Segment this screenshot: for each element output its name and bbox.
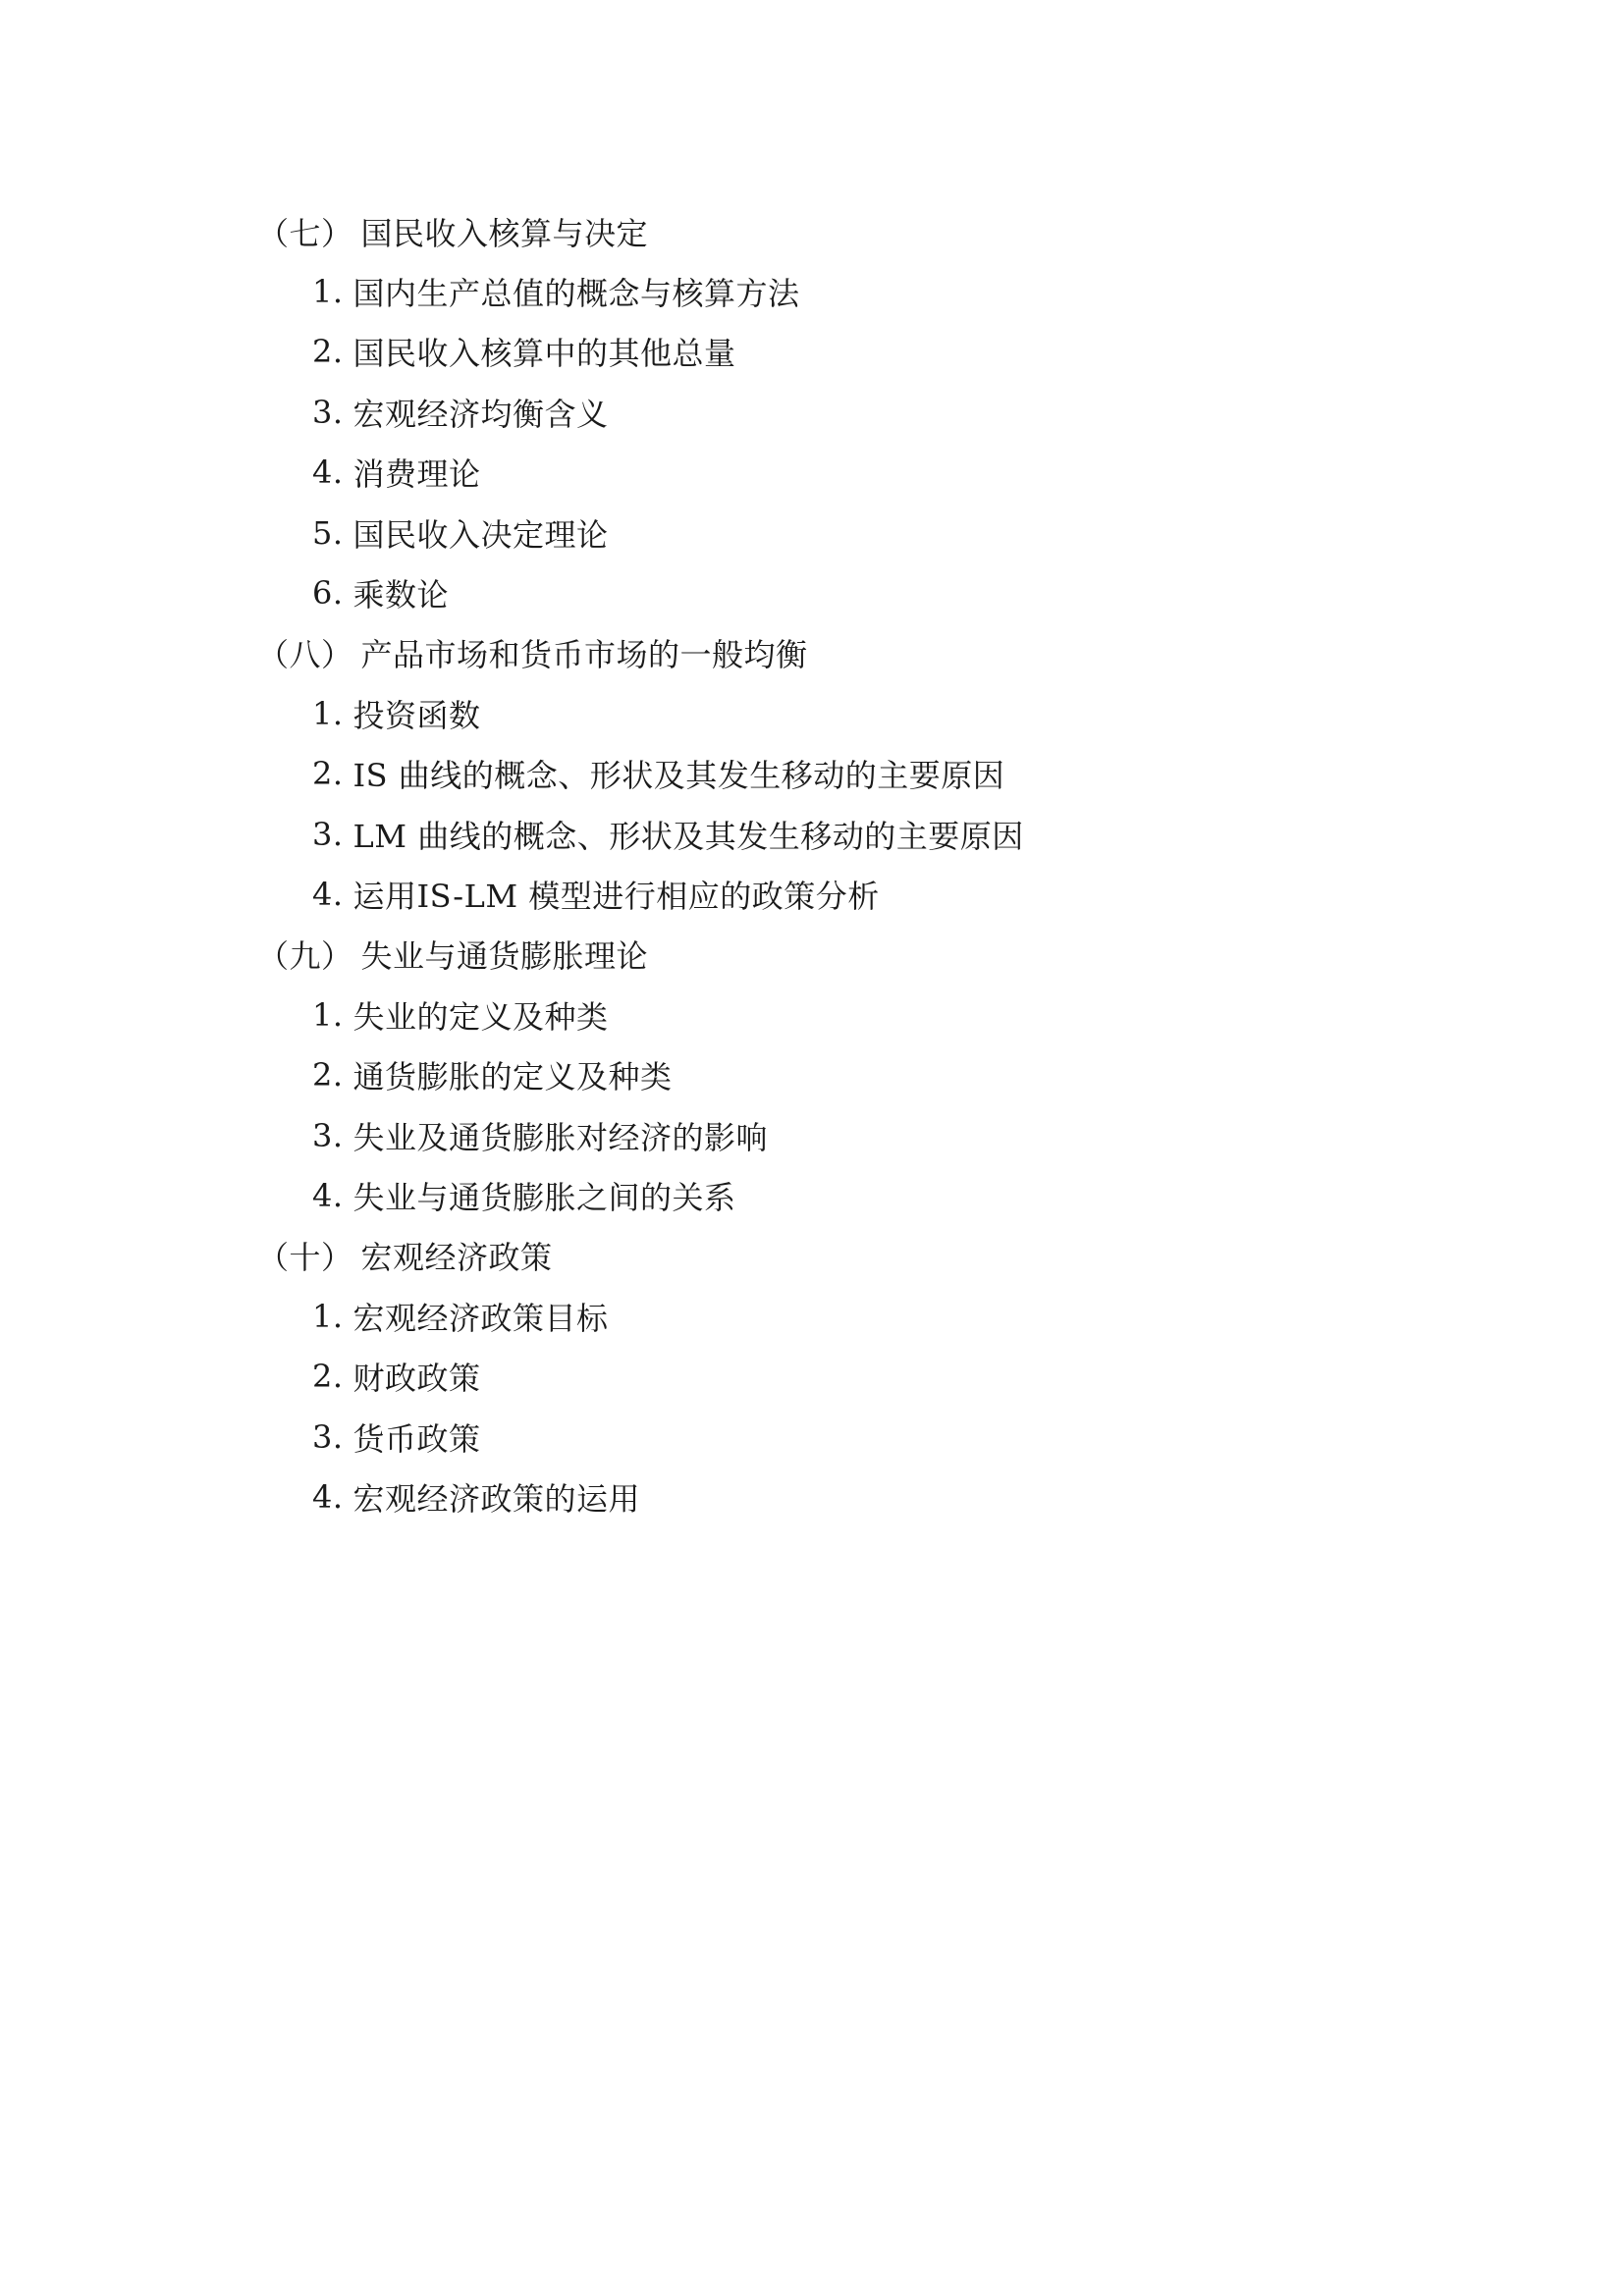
- list-item: [257, 322, 1435, 382]
- item-number: 3.: [312, 393, 344, 431]
- item-text: 运用IS-LM 模型进行相应的政策分析: [352, 877, 880, 915]
- item-text: 财政政策: [352, 1360, 481, 1398]
- item-text: 宏观经济均衡含义: [352, 395, 609, 433]
- list-item: [257, 1407, 1435, 1467]
- list-item: [257, 382, 1435, 442]
- list-item: [257, 1044, 1435, 1104]
- item-number: 5.: [312, 513, 344, 552]
- section-heading: [257, 1226, 1435, 1286]
- item-number: 4.: [312, 1176, 344, 1214]
- item-number: 3.: [312, 815, 344, 853]
- course-outline: [257, 201, 1435, 1527]
- section-7: [257, 201, 1435, 623]
- list-item: [257, 562, 1435, 622]
- item-number: 4.: [312, 875, 344, 913]
- item-text: 乘数论: [352, 576, 450, 614]
- list-item: [257, 503, 1435, 562]
- section-9: [257, 925, 1435, 1226]
- list-item: [257, 1165, 1435, 1225]
- section-marker: （十）: [257, 1239, 353, 1277]
- section-marker: （七）: [257, 214, 353, 252]
- item-text: 宏观经济政策目标: [352, 1299, 609, 1337]
- item-text: 投资函数: [352, 696, 481, 734]
- item-number: 2.: [312, 1358, 344, 1396]
- item-number: 4.: [312, 1477, 344, 1516]
- item-text: 失业及通货膨胀对经济的影响: [352, 1118, 769, 1156]
- item-text: 国民收入决定理论: [352, 515, 609, 554]
- item-text: IS 曲线的概念、形状及其发生移动的主要原因: [352, 757, 1005, 795]
- list-item: [257, 1286, 1435, 1346]
- item-text: 国民收入核算中的其他总量: [352, 335, 736, 373]
- item-number: 1.: [312, 273, 344, 311]
- list-item: [257, 1105, 1435, 1165]
- section-10: [257, 1226, 1435, 1527]
- list-item: [257, 864, 1435, 924]
- section-title: 产品市场和货币市场的一般均衡: [360, 636, 808, 674]
- item-number: 1.: [312, 694, 344, 732]
- item-number: 2.: [312, 755, 344, 793]
- item-text: 通货膨胀的定义及种类: [352, 1058, 673, 1096]
- section-8: [257, 623, 1435, 925]
- item-text: 货币政策: [352, 1419, 481, 1458]
- list-item: [257, 804, 1435, 864]
- item-number: 1.: [312, 1297, 344, 1335]
- item-text: 国内生产总值的概念与核算方法: [352, 275, 800, 313]
- list-item: [257, 261, 1435, 321]
- item-number: 4.: [312, 454, 344, 492]
- item-number: 3.: [312, 1417, 344, 1456]
- section-marker: （九）: [257, 937, 353, 976]
- item-number: 1.: [312, 995, 344, 1034]
- list-item: [257, 744, 1435, 804]
- list-item: [257, 1467, 1435, 1526]
- section-title: 失业与通货膨胀理论: [360, 937, 649, 976]
- section-marker: （八）: [257, 636, 353, 674]
- list-item: [257, 985, 1435, 1044]
- item-number: 2.: [312, 333, 344, 371]
- item-text: 消费理论: [352, 455, 481, 494]
- item-number: 6.: [312, 574, 344, 613]
- item-text: LM 曲线的概念、形状及其发生移动的主要原因: [352, 817, 1024, 855]
- section-heading: [257, 925, 1435, 985]
- section-title: 宏观经济政策: [360, 1239, 553, 1277]
- section-heading: [257, 201, 1435, 261]
- item-text: 失业与通货膨胀之间的关系: [352, 1178, 736, 1216]
- item-number: 2.: [312, 1056, 344, 1095]
- section-title: 国民收入核算与决定: [360, 214, 649, 252]
- item-text: 失业的定义及种类: [352, 997, 609, 1036]
- item-number: 3.: [312, 1116, 344, 1154]
- item-text: 宏观经济政策的运用: [352, 1479, 641, 1518]
- section-heading: [257, 623, 1435, 683]
- list-item: [257, 443, 1435, 503]
- list-item: [257, 1346, 1435, 1406]
- list-item: [257, 683, 1435, 743]
